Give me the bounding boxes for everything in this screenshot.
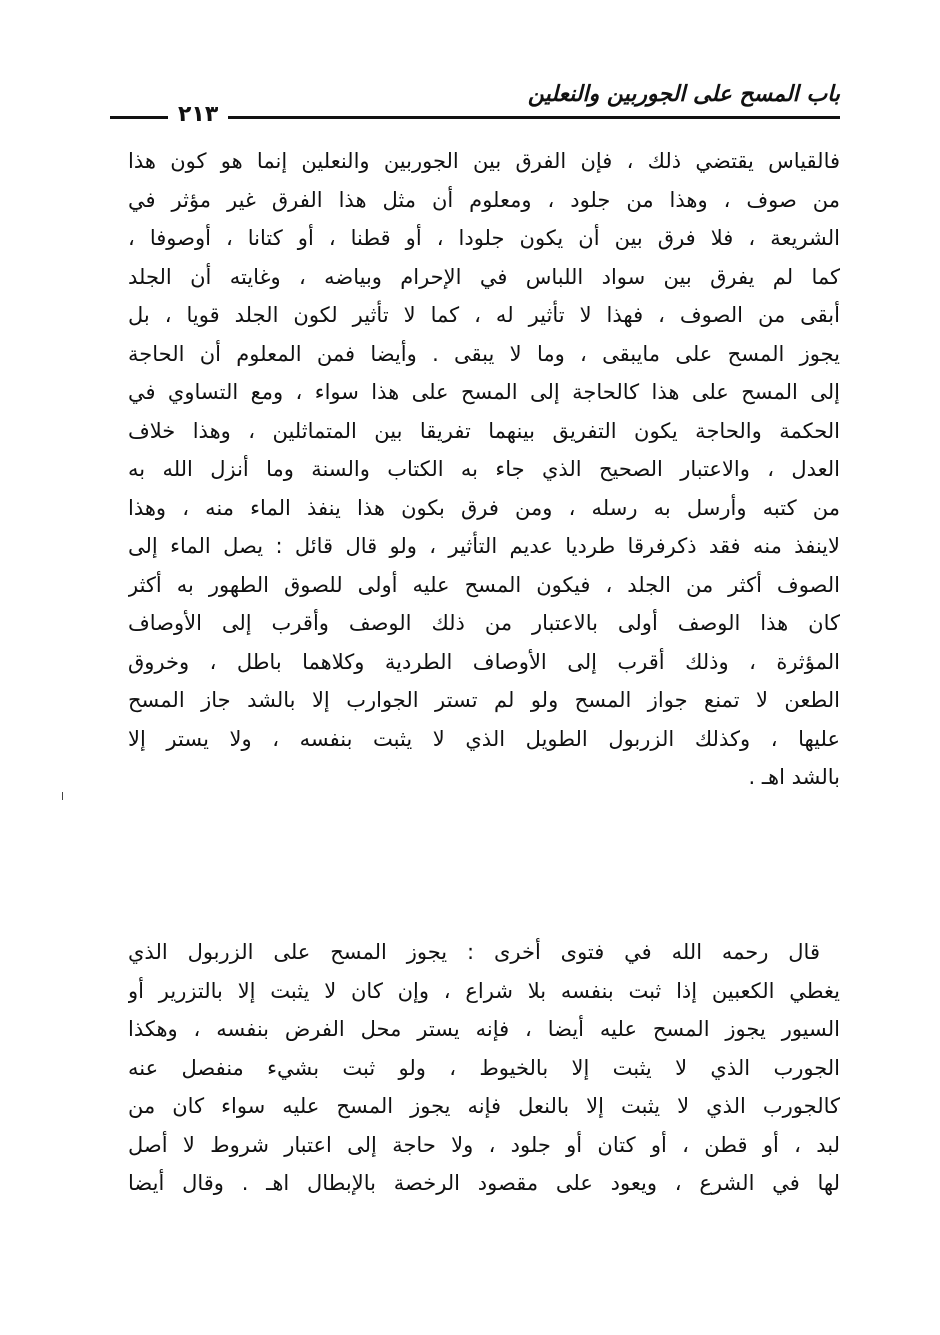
text-line: قال رحمه الله في فتوى أخرى : يجوز المسح على الزربول الذي [128,940,820,964]
text-line: المؤثرة ، وذلك أقرب إلى الأوصاف الطردية وكلاهما باطل ، وخروق [128,649,840,674]
text-line: الشريعة ، فلا فرق بين أن يكون جلودا ، أو قطنا ، أو كتانا ، أوصوفا ، [128,226,840,250]
text-line: أبقى من الصوف ، فهذا لا تأثير له ، كما لا تأثير لكون الجلد قويا ، بل [128,303,840,327]
text-line: كالجورب الذي لا يثبت إلا بالنعل فإنه يجوز المسح عليه سواء كان من [128,1094,840,1118]
text-line: كان هذا الوصف أولى بالاعتبار من ذلك الوصف وأقرب إلى الأوصاف [128,611,840,635]
text-line: لها في الشرع ، ويعود على مقصود الرخصة بالإبطال اهـ . وقال أيضا [128,1171,840,1195]
text-line: من كتبه وأرسل به رسله ، ومن فرق بكون هذا ينفذ الماء منه ، وهذا [128,495,840,520]
text-line: عليها ، وكذلك الزربول الطويل الذي لا يثبت بنفسه ، ولا يستر إلا [128,726,840,751]
text-line: إلى المسح على هذا كالحاجة إلى المسح على هذا سواء ، ومع التساوي في [128,380,840,404]
margin-speck [62,792,63,800]
text-line: كما لم يفرق بين سواد اللباس في الإحرام وبياضه ، وغايته أن الجلد [128,264,840,289]
text-line: من صوف ، وهذا من جلود ، ومعلوم أن مثل هذا الفرق غير مؤثر في [128,187,840,212]
text-line: بالشد اهـ . [748,765,840,789]
text-line: العدل ، والاعتبار الصحيح الذي جاء به الكتاب والسنة وما أنزل الله به [128,457,840,481]
paragraph-2 [128,933,840,1203]
text-line: فالقياس يقتضي ذلك ، فإن الفرق بين الجوربين والنعلين إنما هو كون هذا [128,149,840,173]
page-number: ٢١٣ [168,98,228,132]
running-header [110,78,840,127]
text-line: يجوز المسح على مايبقى ، وما لا يبقى . وأيضا فمن المعلوم أن الحاجة [128,341,840,366]
text-line: السيور يجوز المسح عليه أيضا ، فإنه يستر محل الفرض بنفسه ، وهكذا [128,1017,840,1041]
text-line: الصوف أكثر من الجلد ، فيكون المسح عليه أولى للصوق الطهور به أكثر [128,572,840,597]
text-line: لبد ، أو قطن ، أو كتان أو جلود ، ولا حاجة إلى اعتبار شروط لا أصل [128,1132,840,1157]
chapter-title: باب المسح على الجوربين والنعلين [527,82,840,107]
text-line: الحكمة والحاجة يكون التفريق بينهما تفريقا بين المتماثلين ، وهذا خلاف [128,418,840,443]
text-line: يغطي الكعبين إذا ثبت بنفسه بلا شراع ، وإن كان لا يثبت إلا بالتزرير أو [128,978,840,1003]
text-line: الطعن لا تمنع جواز المسح ولو لم تستر الجوارب إلا بالشد جاز المسح [128,688,840,712]
paragraph-1 [128,142,840,797]
text-line: الجورب الذي لا يثبت إلا بالخيوط ، ولو ثبت بشيء منفصل عنه [128,1055,840,1080]
text-line: لاينفذ منه فقد ذكرفرقا طرديا عديم التأثير ، ولو قال قائل : يصل الماء إلى [128,534,840,558]
